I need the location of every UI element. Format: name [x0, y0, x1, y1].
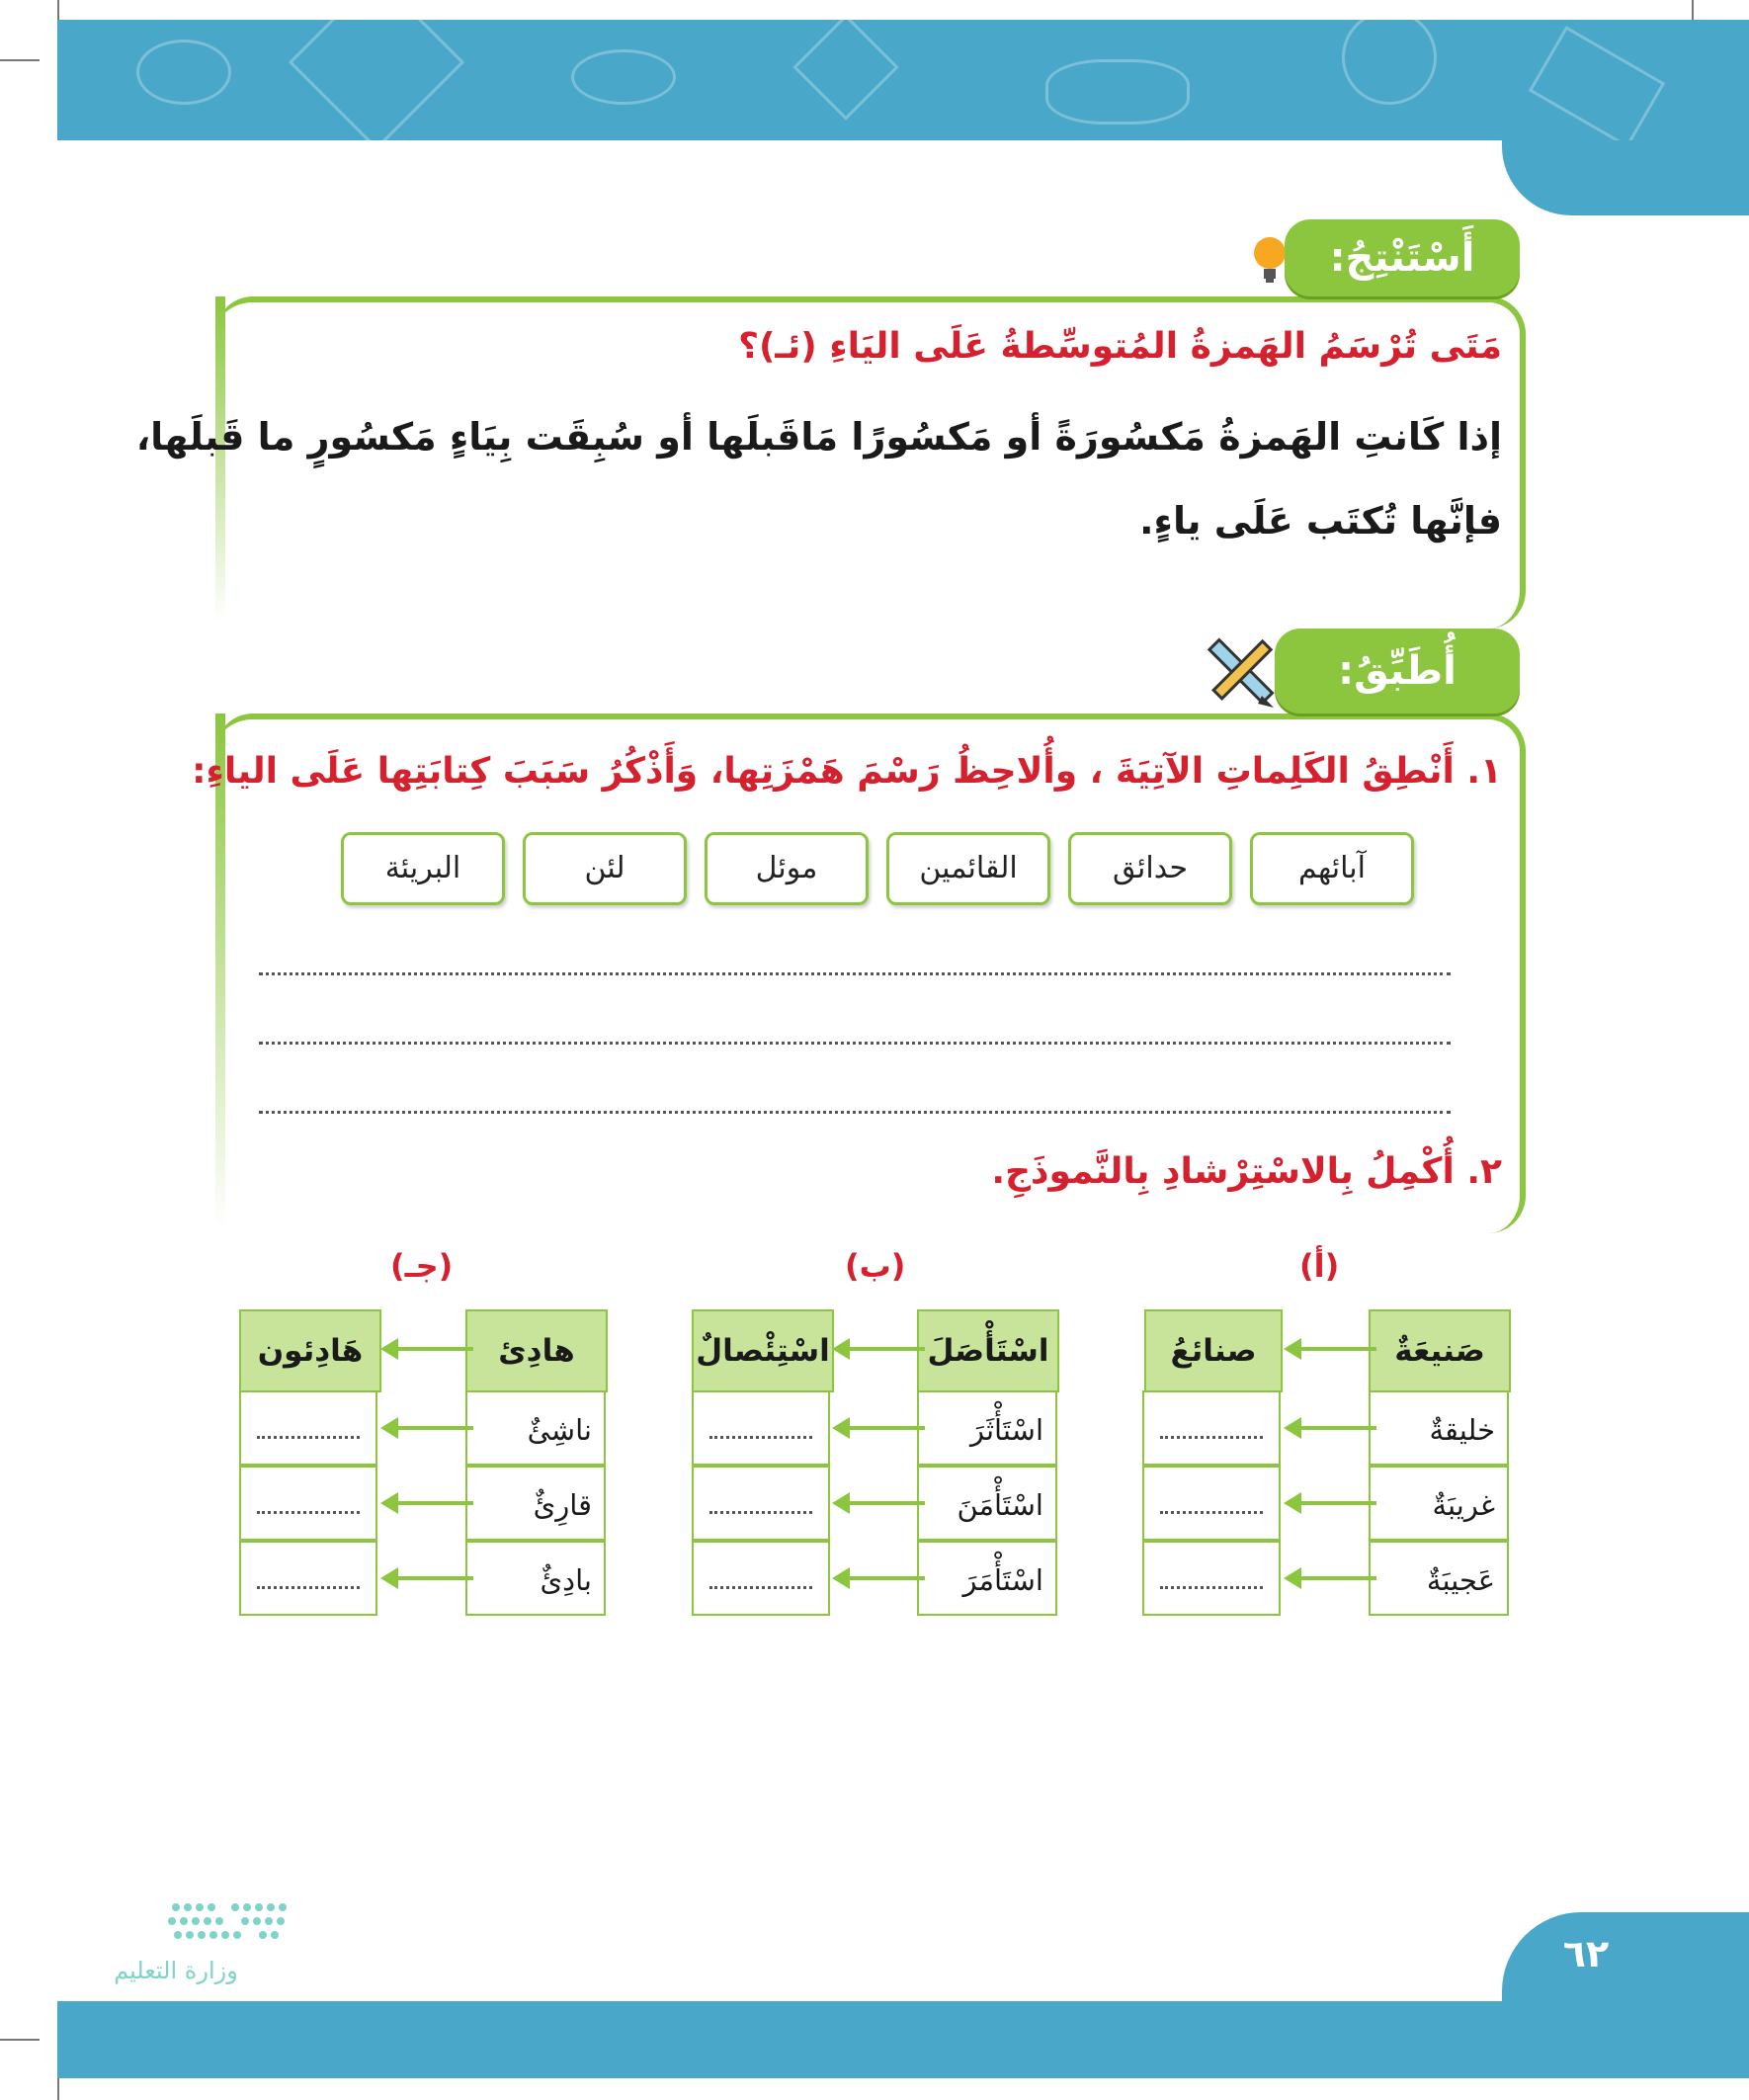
ministry-logo: [97, 1897, 294, 2036]
conclude-question: مَتَى تُرْسَمُ الهَمزةُ المُتوسِّطةُ عَلَى اليَاءِ (ئـ)؟: [738, 326, 1502, 367]
table-b-blank[interactable]: [692, 1466, 830, 1541]
conclude-title: أَسْتَنْتِجُ:: [1285, 219, 1520, 296]
apply-question-1: ١. أَنْطِقُ الكَلِماتِ الآتِيَةَ ، وأُلاحِظُ رَسْمَ هَمْزَتِها، وَأَذْكُرُ سَبَبَ كِتابَتِها عَلَى الياءِ:: [192, 751, 1502, 792]
arrow-icon: [394, 1347, 473, 1351]
answer-line[interactable]: [259, 1042, 1451, 1045]
table-b-header-right: اسْتَأْصَلَ: [917, 1309, 1059, 1392]
table-b-row: اسْتَأْثَرَ: [917, 1390, 1057, 1466]
arrow-icon: [1297, 1347, 1376, 1351]
answer-line[interactable]: [259, 972, 1451, 975]
table-c-header-left: هَادِئون: [239, 1309, 381, 1392]
arrow-icon: [394, 1501, 473, 1505]
crop-mark: [0, 59, 40, 61]
table-b-row: اسْتَأْمَرَ: [917, 1541, 1057, 1616]
table-a-blank[interactable]: [1142, 1541, 1281, 1616]
table-a-header-left: صنائعُ: [1144, 1309, 1283, 1392]
arrow-icon: [394, 1576, 473, 1580]
conclude-box-left-fade: [215, 296, 225, 623]
apply-title: أُطَبِّقُ:: [1275, 629, 1520, 714]
arrow-icon: [394, 1426, 473, 1430]
ministry-logo-dots-icon: [97, 1897, 294, 1957]
arrow-icon: [846, 1347, 925, 1351]
answer-line[interactable]: [259, 1111, 1451, 1114]
word-box: لئن: [523, 832, 687, 905]
arrow-icon: [1297, 1576, 1376, 1580]
table-c-row: بادِئٌ: [465, 1541, 606, 1616]
table-a-row: خليقةٌ: [1369, 1390, 1509, 1466]
conclude-answer-line2: فإنَّها تُكتَب عَلَى ياءٍ.: [1139, 499, 1502, 543]
table-c-row: ناشِئٌ: [465, 1390, 606, 1466]
top-banner: [57, 20, 1749, 140]
table-c-label: (جـ): [390, 1247, 454, 1285]
table-a-label: (أ): [1299, 1247, 1340, 1285]
table-b-blank[interactable]: [692, 1390, 830, 1466]
bottom-banner: [57, 2001, 1749, 2078]
word-box: موئل: [705, 832, 869, 905]
ministry-name: وزارة التعليم: [114, 1957, 238, 1984]
word-box: القائمين: [886, 832, 1050, 905]
table-a-row: غريبَةٌ: [1369, 1466, 1509, 1541]
apply-question-2: ٢. أُكْمِلُ بِالاسْتِرْشادِ بِالنَّموذَجِ.: [991, 1151, 1502, 1192]
table-b-row: اسْتَأْمَنَ: [917, 1466, 1057, 1541]
table-a-blank[interactable]: [1142, 1466, 1281, 1541]
top-banner-tab: [1502, 140, 1749, 215]
table-a-header-right: صَنيعَةٌ: [1369, 1309, 1511, 1392]
table-b-header-left: اسْتِئْصالٌ: [692, 1309, 834, 1392]
crop-mark: [0, 2039, 40, 2041]
table-a-blank[interactable]: [1142, 1390, 1281, 1466]
word-box: البريئة: [341, 832, 505, 905]
table-c-blank[interactable]: [239, 1466, 377, 1541]
table-c-blank[interactable]: [239, 1541, 377, 1616]
arrow-icon: [846, 1426, 925, 1430]
word-box: حدائق: [1068, 832, 1232, 905]
table-b-blank[interactable]: [692, 1541, 830, 1616]
table-a-row: عَجيبَةٌ: [1369, 1541, 1509, 1616]
table-b-label: (ب): [845, 1247, 906, 1285]
table-c-header-right: هادِئ: [465, 1309, 608, 1392]
pencil-ruler-icon: [1201, 632, 1280, 712]
conclude-answer-line1: إذا كَانتِ الهَمزةُ مَكسُورَةً أو مَكسُورًا مَاقَبلَها أو سُبِقَت بِيَاءٍ مَكسُورٍ ما قَبلَها،: [135, 415, 1502, 459]
arrow-icon: [1297, 1426, 1376, 1430]
table-c-row: قارِئٌ: [465, 1466, 606, 1541]
arrow-icon: [1297, 1501, 1376, 1505]
arrow-icon: [846, 1576, 925, 1580]
table-c-blank[interactable]: [239, 1390, 377, 1466]
arrow-icon: [846, 1501, 925, 1505]
page-number: ٦٢: [1562, 1932, 1610, 1975]
word-box: آبائهم: [1250, 832, 1414, 905]
